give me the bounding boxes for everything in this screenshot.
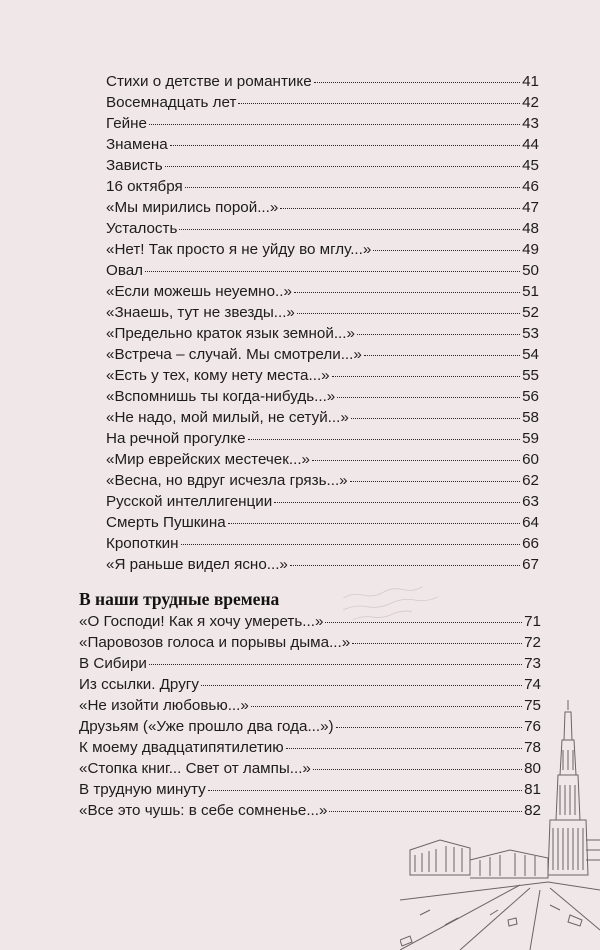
entry-page: 72 [524, 634, 541, 651]
entry-title: «Встреча – случай. Мы смотрели...» [106, 346, 362, 363]
toc-entry [79, 612, 541, 632]
entry-title: Русской интеллигенции [106, 493, 273, 510]
toc-entry [106, 534, 539, 554]
toc-entry [106, 135, 539, 155]
dot-leader [181, 543, 521, 545]
entry-title: К моему двадцатипятилетию [79, 739, 284, 756]
dot-leader [149, 663, 522, 665]
entry-page: 42 [522, 94, 539, 111]
section-heading: В наши трудные времена [79, 589, 280, 609]
entry-page: 60 [522, 451, 539, 468]
entry-title: Кропоткин [106, 535, 179, 552]
entry-title: «Я раньше видел ясно...» [106, 556, 288, 573]
entry-title: В Сибири [79, 655, 147, 672]
dot-leader [297, 312, 520, 314]
entry-title: «Мы мирились порой...» [106, 199, 279, 216]
dot-leader [325, 621, 522, 623]
entry-page: 80 [524, 760, 541, 777]
dot-leader [294, 291, 520, 293]
dot-leader [350, 480, 520, 482]
entry-title: «Знаешь, тут не звезды...» [106, 304, 295, 321]
entry-title: «Если можешь неуемно..» [106, 283, 292, 300]
dot-leader [357, 333, 520, 335]
dot-leader [364, 354, 520, 356]
entry-title: «Есть у тех, кому нету места...» [106, 367, 330, 384]
entry-page: 75 [524, 697, 541, 714]
toc-entry [106, 93, 539, 113]
dot-leader [248, 438, 521, 440]
entry-page: 46 [522, 178, 539, 195]
dot-leader [170, 144, 520, 146]
entry-title: Восемнадцать лет [106, 94, 237, 111]
entry-title: Смерть Пушкина [106, 514, 226, 531]
entry-page: 59 [522, 430, 539, 447]
toc-entry [106, 387, 539, 407]
entry-title: 16 октября [106, 178, 183, 195]
entry-title: Стихи о детстве и романтике [106, 73, 312, 90]
entry-title: «Нет! Так просто я не уйду во мглу...» [106, 241, 372, 258]
entry-page: 73 [524, 655, 541, 672]
toc-entry [106, 303, 539, 323]
entry-page: 71 [524, 613, 541, 630]
entry-title: «Паровозов голоса и порывы дыма...» [79, 634, 351, 651]
entry-page: 49 [522, 241, 539, 258]
entry-page: 58 [522, 409, 539, 426]
entry-page: 63 [522, 493, 539, 510]
entry-page: 82 [524, 802, 541, 819]
toc-entry [79, 675, 541, 695]
entry-title: «О Господи! Как я хочу умереть...» [79, 613, 324, 630]
dot-leader [149, 123, 520, 125]
toc-entry [106, 366, 539, 386]
dot-leader [165, 165, 520, 167]
entry-page: 67 [522, 556, 539, 573]
entry-page: 43 [522, 115, 539, 132]
city-sketch-illustration [400, 700, 600, 950]
toc-entry [79, 654, 541, 674]
entry-title: Гейне [106, 115, 147, 132]
toc-entry [106, 177, 539, 197]
entry-title: «Весна, но вдруг исчезла грязь...» [106, 472, 348, 489]
dot-leader [351, 417, 520, 419]
entry-title: «Предельно краток язык земной...» [106, 325, 355, 342]
toc-entry [106, 240, 539, 260]
dot-leader [274, 501, 520, 503]
entry-page: 62 [522, 472, 539, 489]
toc-entry [106, 198, 539, 218]
entry-page: 55 [522, 367, 539, 384]
toc-entry [106, 324, 539, 344]
entry-page: 81 [524, 781, 541, 798]
entry-title: Овал [106, 262, 144, 279]
toc-entry [106, 345, 539, 365]
entry-page: 52 [522, 304, 539, 321]
toc-entry [79, 633, 541, 653]
toc-entry [106, 450, 539, 470]
entry-title: «Вспомнишь ты когда-нибудь...» [106, 388, 336, 405]
entry-title: «Все это чушь: в себе сомненье...» [79, 802, 328, 819]
entry-page: 50 [522, 262, 539, 279]
entry-page: 54 [522, 346, 539, 363]
dot-leader [337, 396, 520, 398]
entry-title: Зависть [106, 157, 163, 174]
toc-entry [106, 219, 539, 239]
entry-page: 76 [524, 718, 541, 735]
toc-entry [106, 429, 539, 449]
toc-entry [106, 471, 539, 491]
entry-page: 53 [522, 325, 539, 342]
dot-leader [179, 228, 520, 230]
toc-entry [106, 282, 539, 302]
entry-page: 44 [522, 136, 539, 153]
dot-leader [312, 459, 520, 461]
toc-entry [106, 261, 539, 281]
dot-leader [201, 684, 522, 686]
entry-page: 51 [522, 283, 539, 300]
dot-leader [238, 102, 520, 104]
entry-page: 66 [522, 535, 539, 552]
toc-entry [106, 513, 539, 533]
toc-entry [106, 408, 539, 428]
entry-title: Из ссылки. Другу [79, 676, 199, 693]
entry-page: 64 [522, 514, 539, 531]
entry-title: В трудную минуту [79, 781, 206, 798]
toc-entry [106, 114, 539, 134]
toc-entry [106, 555, 539, 575]
dot-leader [332, 375, 520, 377]
entry-title: «Мир еврейских местечек...» [106, 451, 310, 468]
entry-page: 56 [522, 388, 539, 405]
entry-page: 47 [522, 199, 539, 216]
dot-leader [352, 642, 522, 644]
dot-leader [290, 564, 520, 566]
entry-title: «Не изойти любовью...» [79, 697, 249, 714]
dot-leader [228, 522, 520, 524]
entry-title: Друзьям («Уже прошло два года...») [79, 718, 334, 735]
entry-title: Знамена [106, 136, 168, 153]
toc-entry [106, 72, 539, 92]
toc-entry [106, 156, 539, 176]
dot-leader [373, 249, 520, 251]
entry-title: Усталость [106, 220, 178, 237]
dot-leader [185, 186, 520, 188]
entry-title: На речной прогулке [106, 430, 246, 447]
toc-entry [106, 492, 539, 512]
entry-page: 45 [522, 157, 539, 174]
entry-page: 74 [524, 676, 541, 693]
entry-title: «Стопка книг... Свет от лампы...» [79, 760, 311, 777]
entry-page: 41 [522, 73, 539, 90]
dot-leader [280, 207, 520, 209]
entry-title: «Не надо, мой милый, не сетуй...» [106, 409, 349, 426]
dot-leader [145, 270, 520, 272]
entry-page: 48 [522, 220, 539, 237]
entry-page: 78 [524, 739, 541, 756]
dot-leader [314, 81, 520, 83]
